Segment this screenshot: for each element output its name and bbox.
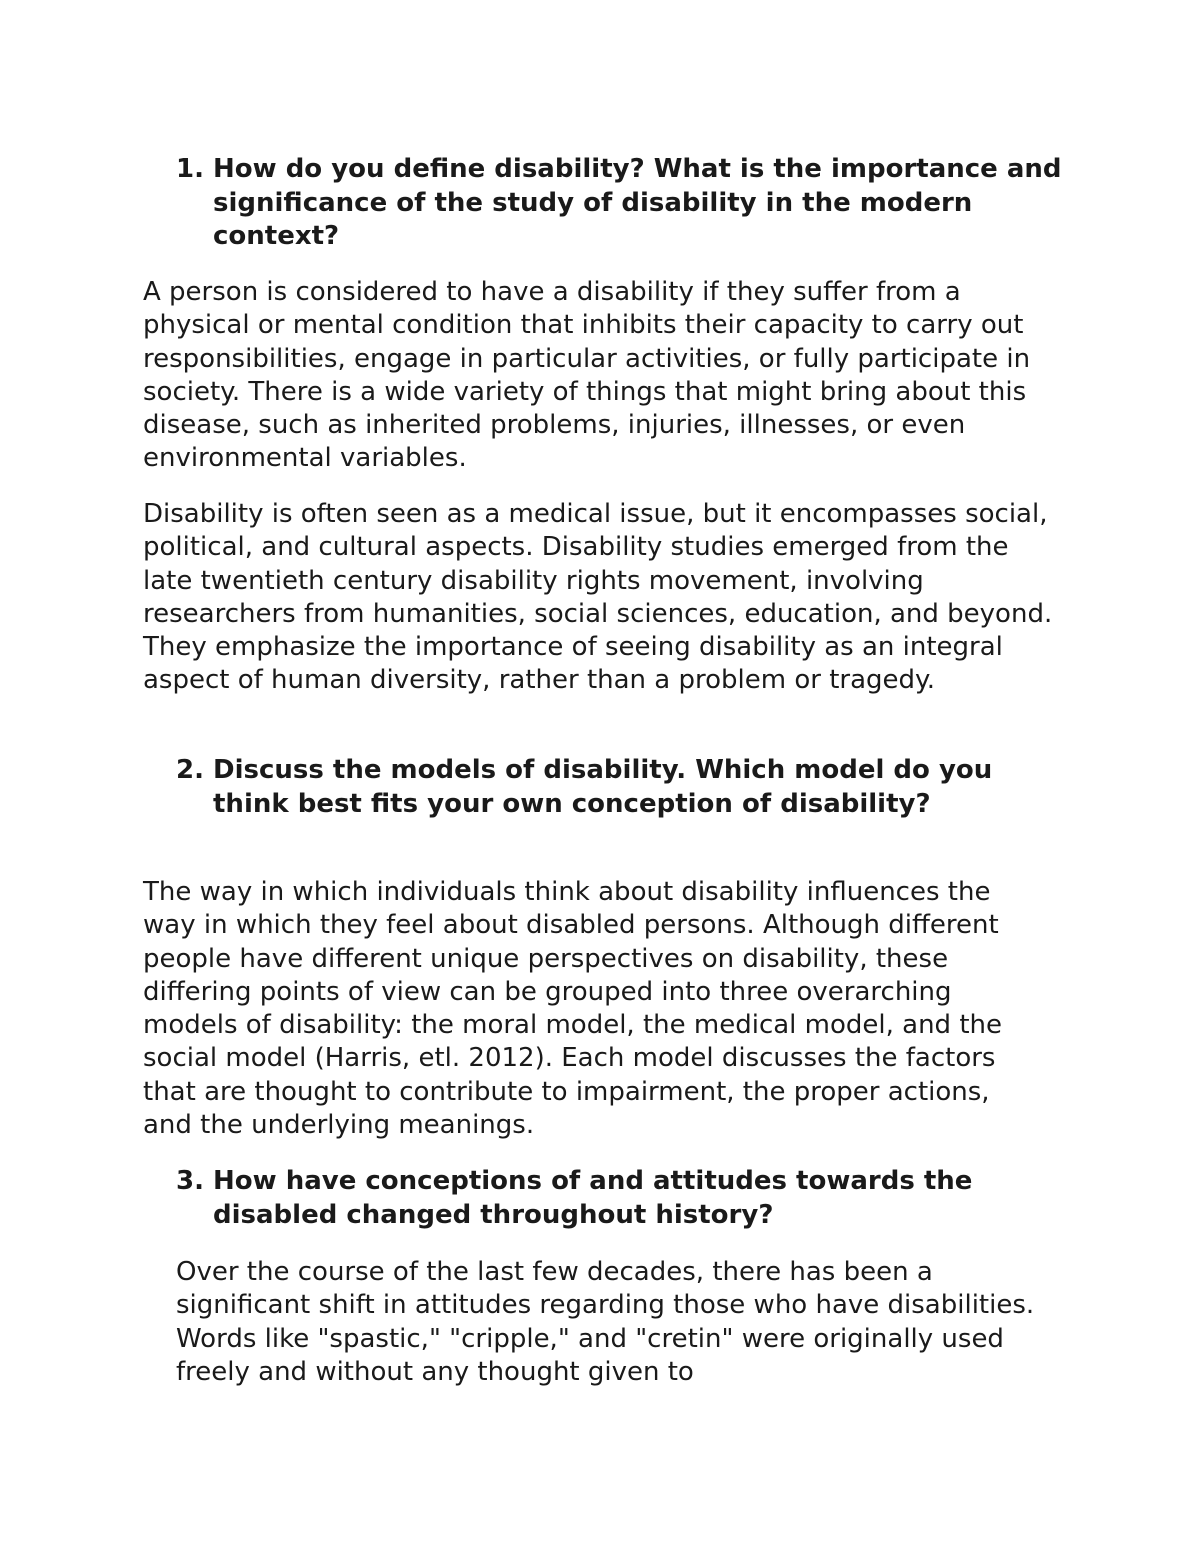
question-3 — [176, 1165, 1076, 1232]
paragraph-2: Disability is often seen as a medical issue, but it encompasses social, political, and cultural aspects. Disability studies emerged from the late twentieth century disability rights movement, involving researchers from humanities, social sciences, education, and beyond. They emphasize the importance of seeing disability as an integral aspect of human diversity, rather than a problem or tragedy. — [143, 499, 1053, 696]
question-1-text: How do you define disability? What is the importance and significance of the study of disability in the modern context? — [213, 154, 1062, 251]
question-2-number: 2. — [176, 755, 204, 785]
paragraph-1: A person is considered to have a disability if they suffer from a physical or mental condition that inhibits their capacity to carry out responsibilities, engage in particular activities, or fully participate in society. There is a wide variety of things that might bring about this disease, such as inherited problems, injuries, illnesses, or even environmental variables. — [143, 277, 1031, 474]
question-3-text: How have conceptions of and attitudes towards the disabled changed throughout history? — [213, 1166, 973, 1230]
paragraph-4: Over the course of the last few decades, there has been a significant shift in attitudes regarding those who have disabilities. Words like "spastic," "cripple," and "cretin" were originally used freely and without any thought given to — [176, 1257, 1035, 1387]
question-2 — [176, 754, 1076, 821]
paragraph-3: The way in which individuals think about disability influences the way in which they feel about disabled persons. Although different people have different unique perspectives on disability, these differing points of view can be grouped into three overarching models of disability: the moral model, the medical model, and the social model (Harris, etl. 2012). Each model discusses the factors that are thought to contribute to impairment, the proper actions, and the underlying meanings. — [143, 877, 1002, 1141]
question-1 — [176, 153, 1076, 254]
question-3-number: 3. — [176, 1166, 204, 1196]
question-1-number: 1. — [176, 154, 204, 184]
question-2-text: Discuss the models of disability. Which model do you think best fits your own conception of disability? — [213, 755, 993, 819]
